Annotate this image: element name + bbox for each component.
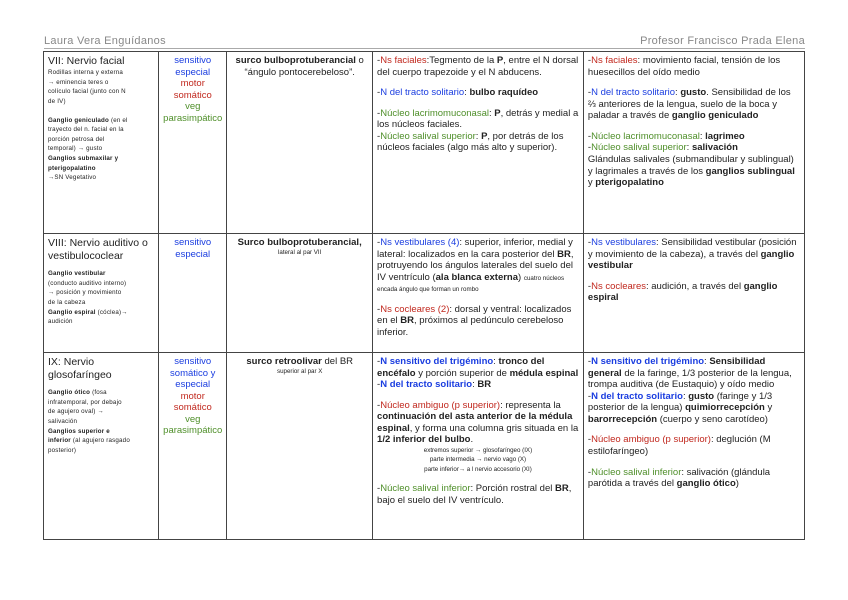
- fiber-type-cell: sensitivo especial motor somático veg parasimpático: [159, 52, 227, 234]
- origin-cell: Surco bulboprotuberancial, lateral al par VII: [227, 234, 373, 353]
- table-row-vestibulocochlear: [44, 234, 805, 353]
- nerve-cell: [44, 52, 159, 234]
- table-row-facial: [44, 52, 805, 234]
- nerve-cell: [44, 234, 159, 353]
- function-cell: -Ns vestibulares: Sensibilidad vestibular (posición y movimiento de la cabeza), a través del ganglio vestibular -Ns cocleares: audición, a través del ganglio espiral: [583, 234, 804, 353]
- nerve-notes: Ganglio ótico (fosa infratemporal, por debajo de agujero oval) → salivación Ganglios superior e inferior (al agujero rasgado posterior): [48, 389, 130, 454]
- nerve-cell: [44, 353, 159, 540]
- ganglion-label: Ganglio geniculado: [48, 116, 110, 124]
- nuclei-cell: -Ns faciales:Tegmento de la P, entre el N dorsal del cuerpo trapezoide y el N abducens. -N del tracto solitario: bulbo raquídeo -Núcleo lacrimomuconasal: P, detrás y medial a los núcleos faciales. -Núcleo salival superior: P, por detrás de los núcleos faciales (algo más alto y superior).: [373, 52, 584, 234]
- nuclei-cell: -Ns vestibulares (4): superior, inferior, medial y lateral: localizados en la cara posterior del BR, protruyendo los ángulos laterales del suelo del IV ventrículo (ala blanca externa) cuatro núcleos encada ángulo que forman un rombo -Ns cocleares (2): dorsal y ventral: localizados en el BR, próximos al pedúnculo cerebeloso inferior.: [373, 234, 584, 353]
- author-name: Laura Vera Enguídanos: [44, 35, 166, 47]
- professor-name: Profesor Francisco Prada Elena: [640, 35, 805, 47]
- fiber-type-cell: sensitivo especial: [159, 234, 227, 353]
- nerve-title: VII: Nervio facial: [48, 55, 125, 67]
- nerve-title: VIII: Nervio auditivo o vestibulococlear: [48, 237, 148, 263]
- nuclei-cell: -N sensitivo del trigémino: tronco del encéfalo y porción superior de médula espinal -N del tracto solitario: BR -Núcleo ambiguo (p superior): representa la continuación del asta anterior de la médula espinal, y forma una columna gris situada en la 1/2 inferior del bulbo. extremos superior → glosofaríngeo (IX) parte intermedia → nervio vago (X) parte inferior→ a l nervio accesorio (XI) -Núcleo salival inferior: Porción rostral del BR, bajo el suelo del IV ventrículo.: [373, 353, 584, 540]
- function-cell: -Ns faciales: movimiento facial, tensión de los huesecillos del oído medio -N del tracto solitario: gusto. Sensibilidad de los ⅔ anteriores de la lengua, suelo de la boca y paladar a través de ganglio geniculado -Núcleo lacrimomuconasal: lagrimeo -Núcleo salival superior: salivación Glándulas salivales (submandibular y sublingual) y lagrimales a través de los ganglios sublingual y pterigopalatino: [583, 52, 804, 234]
- nerve-notes: Rodillas interna y externa → eminencia teres o colículo facial (junto con N de IV) Ganglio geniculado (en el trayecto del n. facial en la porción petrosa del temporal) → gusto Ganglios submaxilar y pterigopalatino →SN Vegetativo: [48, 69, 128, 182]
- origin-cell: surco bulboprotuberancial o “ángulo pontocerebeloso”.: [227, 52, 373, 234]
- function-cell: -N sensitivo del trigémino: Sensibilidad general de la faringe, 1/3 posterior de la lengua, trompa auditiva (de Eustaquio) y oído medio -N del tracto solitario: gusto (faringe y 1/3 posterior de la lengua) quimiorrecepción y barorrecepción (cuerpo y seno carotídeo) -Núcleo ambiguo (p superior): deglución (M estilofaríngeo) -Núcleo salival inferior: salivación (glándula parótida a través del ganglio ótico): [583, 353, 804, 540]
- nerve-notes: Ganglio vestibular (conducto auditivo interno) → posición y movimiento de la cabeza Ganglio espiral (cóclea)→ audición: [48, 270, 128, 326]
- nerve-title: IX: Nervio glosofaríngeo: [48, 356, 112, 382]
- fiber-type-cell: sensitivo somático y especial motor somático veg parasimpático: [159, 353, 227, 540]
- header-divider: [44, 48, 805, 49]
- origin-cell: surco retroolivar del BR superior al par X: [227, 353, 373, 540]
- table-row-glossopharyngeal: [44, 353, 805, 540]
- cranial-nerves-table: [43, 51, 805, 540]
